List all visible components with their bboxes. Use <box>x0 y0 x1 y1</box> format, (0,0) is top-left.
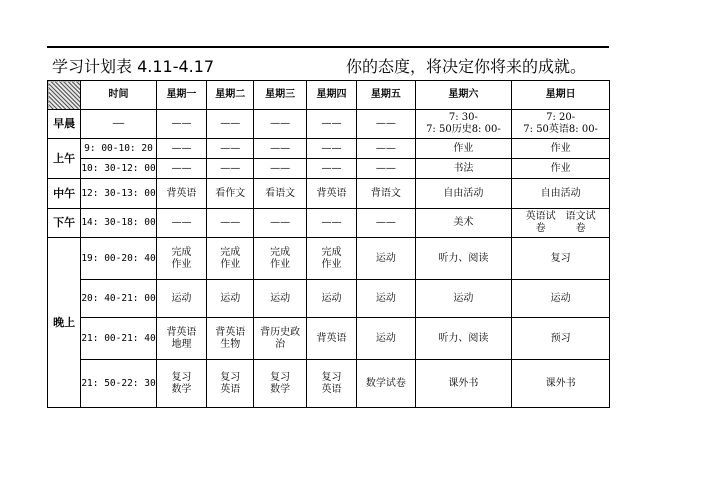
schedule-cell: 运动 <box>512 280 610 318</box>
schedule-cell: 7: 30- 7: 50历史8: 00- <box>415 110 512 139</box>
time-cell: —— <box>81 110 157 139</box>
column-header: 星期五 <box>357 81 415 110</box>
schedule-cell: 运动 <box>415 280 512 318</box>
schedule-cell: —— <box>156 209 206 238</box>
schedule-cell: 作业 <box>415 139 512 159</box>
table-row <box>48 318 610 360</box>
schedule-cell: —— <box>357 159 415 179</box>
schedule-cell: 运动 <box>357 238 415 280</box>
schedule-cell: 看作文 <box>207 179 254 209</box>
column-header: 星期三 <box>254 81 306 110</box>
table-row <box>48 139 610 159</box>
schedule-cell: 课外书 <box>415 360 512 408</box>
schedule-cell: —— <box>306 110 356 139</box>
table-row <box>48 238 610 280</box>
schedule-cell: —— <box>207 139 254 159</box>
period-label: 晚上 <box>48 238 81 408</box>
table-row <box>48 110 610 139</box>
schedule-cell: 背英语 <box>306 318 356 360</box>
schedule-cell: 运动 <box>357 280 415 318</box>
schedule-table <box>47 80 610 408</box>
schedule-cell: 美术 <box>415 209 512 238</box>
schedule-cell: —— <box>306 139 356 159</box>
schedule-cell: 运动 <box>254 280 306 318</box>
schedule-cell: 听力、阅读 <box>415 318 512 360</box>
schedule-cell: 复习 英语 <box>207 360 254 408</box>
time-cell: 10: 30-12: 00 <box>81 159 157 179</box>
schedule-cell: —— <box>207 110 254 139</box>
schedule-cell: —— <box>254 209 306 238</box>
schedule-cell: 运动 <box>156 280 206 318</box>
schedule-cell: 预习 <box>512 318 610 360</box>
schedule-cell: 运动 <box>357 318 415 360</box>
period-label: 早晨 <box>48 110 81 139</box>
schedule-cell: —— <box>357 139 415 159</box>
schedule-cell: —— <box>357 110 415 139</box>
schedule-cell: 课外书 <box>512 360 610 408</box>
schedule-cell: 数学试卷 <box>357 360 415 408</box>
column-header: 星期六 <box>415 81 512 110</box>
column-header: 星期日 <box>512 81 610 110</box>
schedule-cell: 复习 数学 <box>156 360 206 408</box>
period-label: 中午 <box>48 179 81 209</box>
schedule-cell: 完成 作业 <box>156 238 206 280</box>
schedule-cell: —— <box>156 159 206 179</box>
schedule-cell: 完成 作业 <box>306 238 356 280</box>
motto-text: 你的态度，将决定你将来的成就。 <box>346 57 587 76</box>
time-cell: 21: 50-22: 30 <box>81 360 157 408</box>
schedule-cell: 背英语 <box>156 179 206 209</box>
schedule-cell: 自由活动 <box>415 179 512 209</box>
schedule-cell: 复习 数学 <box>254 360 306 408</box>
column-header: 星期一 <box>156 81 206 110</box>
schedule-cell: 7: 20- 7: 50英语8: 00- <box>512 110 610 139</box>
column-header: 星期二 <box>207 81 254 110</box>
schedule-cell: 听力、阅读 <box>415 238 512 280</box>
period-label: 上午 <box>48 139 81 179</box>
header-rule <box>47 46 609 48</box>
schedule-cell: 完成 作业 <box>207 238 254 280</box>
schedule-cell: —— <box>357 209 415 238</box>
column-header: 时间 <box>81 81 157 110</box>
period-label: 下午 <box>48 209 81 238</box>
schedule-cell: —— <box>254 110 306 139</box>
schedule-cell: 看语文 <box>254 179 306 209</box>
schedule-cell: 运动 <box>207 280 254 318</box>
schedule-cell: —— <box>306 209 356 238</box>
schedule-cell: —— <box>207 209 254 238</box>
schedule-cell: 背历史政 治 <box>254 318 306 360</box>
page-title: 学习计划表 4.11-4.17 <box>52 57 215 76</box>
schedule-cell: 复习 <box>512 238 610 280</box>
time-cell: 20: 40-21: 00 <box>81 280 157 318</box>
schedule-cell: 作业 <box>512 159 610 179</box>
schedule-cell: 英语试 语文试 卷 卷 <box>512 209 610 238</box>
schedule-cell: 运动 <box>306 280 356 318</box>
column-header: 星期四 <box>306 81 356 110</box>
schedule-cell: 背英语 地理 <box>156 318 206 360</box>
time-cell: 21: 00-21: 40 <box>81 318 157 360</box>
table-row <box>48 280 610 318</box>
schedule-cell: 复习 英语 <box>306 360 356 408</box>
schedule-cell: 书法 <box>415 159 512 179</box>
schedule-cell: 自由活动 <box>512 179 610 209</box>
schedule-cell: —— <box>207 159 254 179</box>
time-cell: 9: 00-10: 20 <box>81 139 157 159</box>
time-cell: 14: 30-18: 00 <box>81 209 157 238</box>
schedule-cell: 作业 <box>512 139 610 159</box>
table-row <box>48 159 610 179</box>
schedule-cell: —— <box>254 139 306 159</box>
corner-cell <box>48 81 81 110</box>
schedule-cell: —— <box>254 159 306 179</box>
table-row <box>48 179 610 209</box>
schedule-cell: 完成 作业 <box>254 238 306 280</box>
schedule-cell: —— <box>306 159 356 179</box>
time-cell: 12: 30-13: 00 <box>81 179 157 209</box>
schedule-cell: 背英语 生物 <box>207 318 254 360</box>
table-row <box>48 209 610 238</box>
schedule-cell: —— <box>156 139 206 159</box>
table-row <box>48 360 610 408</box>
schedule-cell: 背语文 <box>357 179 415 209</box>
time-cell: 19: 00-20: 40 <box>81 238 157 280</box>
schedule-cell: —— <box>156 110 206 139</box>
schedule-cell: 背英语 <box>306 179 356 209</box>
